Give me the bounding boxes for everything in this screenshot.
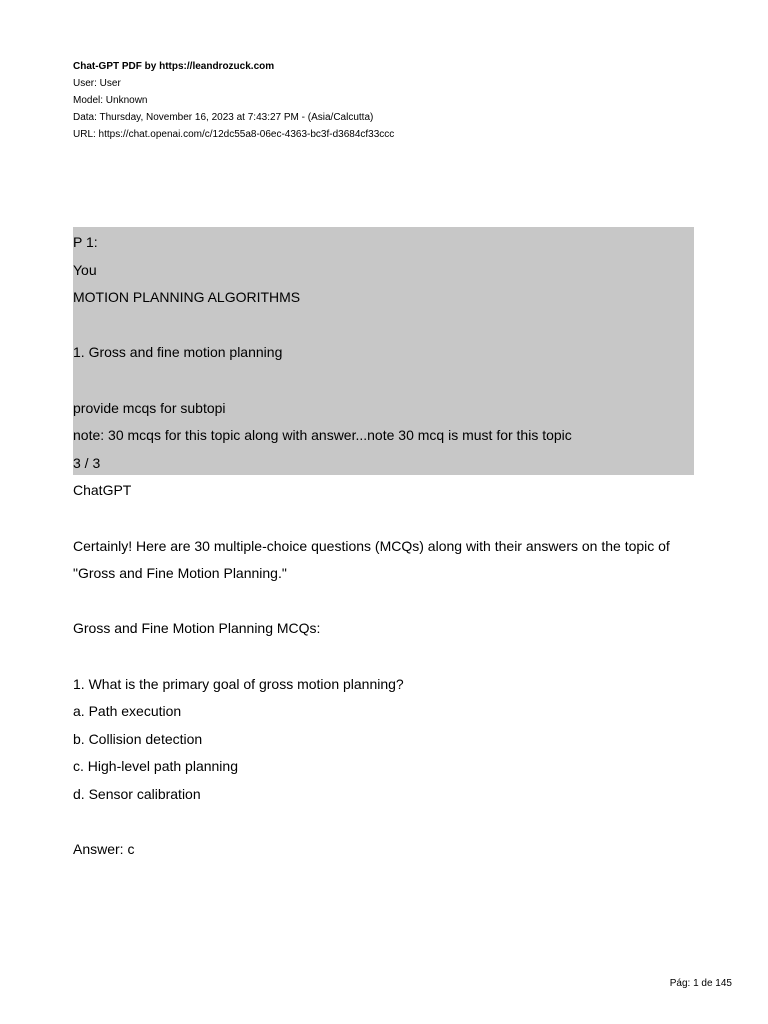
- option-a: a. Path execution: [73, 703, 182, 720]
- blank-line: [73, 312, 694, 340]
- prompt-speaker: You: [73, 261, 97, 278]
- document-header: [73, 58, 394, 143]
- prompt-request: provide mcqs for subtopi: [73, 399, 226, 416]
- option-c: c. High-level path planning: [73, 758, 238, 775]
- response-intro-line2: "Gross and Fine Motion Planning.": [73, 565, 287, 582]
- response-speaker: ChatGPT: [73, 482, 132, 499]
- answer-text: Answer: c: [73, 841, 135, 858]
- response-intro-line1: Certainly! Here are 30 multiple-choice questions (MCQs) along with their answers on the topic of: [73, 537, 670, 554]
- blank-line: [73, 367, 694, 395]
- prompt-note: note: 30 mcqs for this topic along with answer...note 30 mcq is must for this topic: [73, 427, 572, 444]
- blank-line: [73, 588, 694, 616]
- blank-line: [73, 505, 694, 533]
- prompt-label: P 1:: [73, 234, 98, 250]
- response-section-title: Gross and Fine Motion Planning MCQs:: [73, 620, 321, 637]
- question-text: 1. What is the primary goal of gross motion planning?: [73, 675, 404, 692]
- header-title: Chat-GPT PDF by https://leandrozuck.com: [73, 61, 275, 72]
- blank-line: [73, 808, 694, 836]
- header-url: URL: https://chat.openai.com/c/12dc55a8-06ec-4363-bc3f-d3684cf33ccc: [73, 129, 395, 140]
- prompt-heading: MOTION PLANNING ALGORITHMS: [73, 289, 301, 306]
- header-user: User: User: [73, 78, 121, 89]
- conversation-content: [73, 229, 694, 864]
- prompt-subtopic: 1. Gross and fine motion planning: [73, 344, 283, 361]
- prompt-version: 3 / 3: [73, 454, 101, 471]
- option-d: d. Sensor calibration: [73, 785, 201, 802]
- page-number: Pág: 1 de 145: [669, 978, 732, 989]
- option-b: b. Collision detection: [73, 730, 203, 747]
- blank-line: [73, 643, 694, 671]
- header-model: Model: Unknown: [73, 95, 148, 106]
- header-date: Data: Thursday, November 16, 2023 at 7:43:27 PM - (Asia/Calcutta): [73, 112, 374, 123]
